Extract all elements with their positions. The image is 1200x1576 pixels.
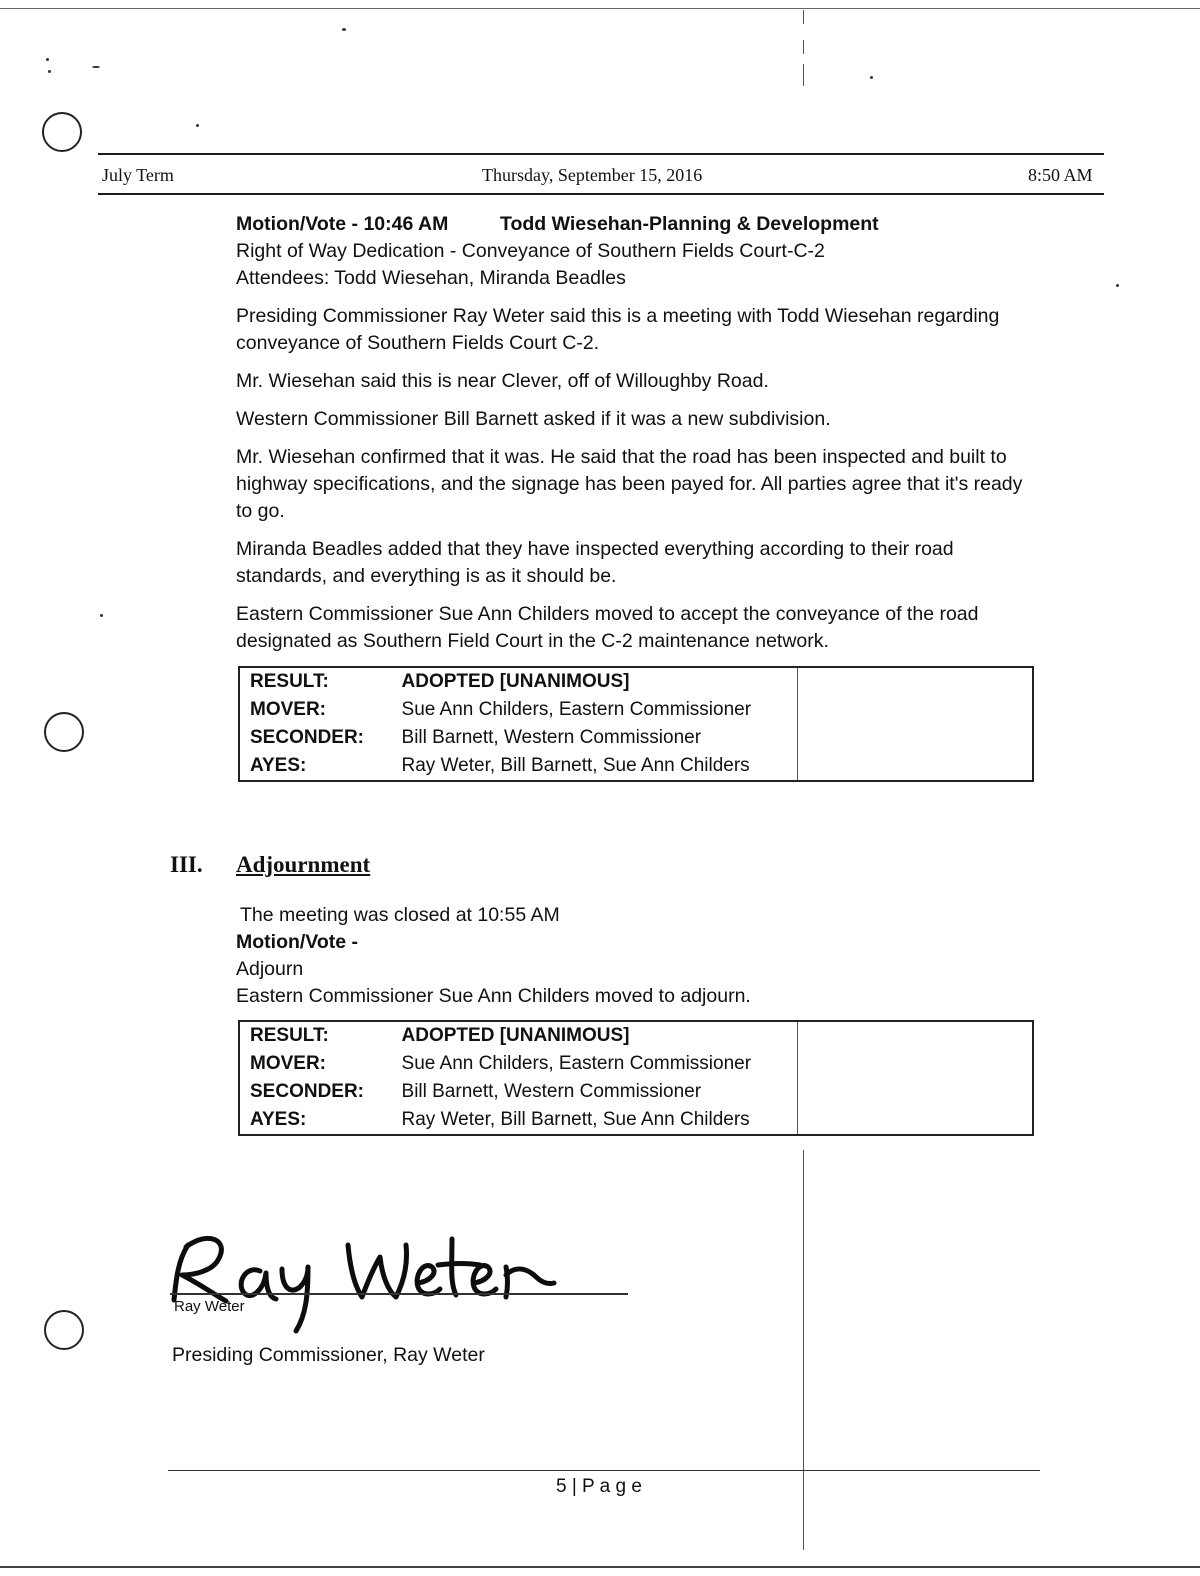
vote-label: AYES: (250, 755, 307, 776)
scan-speck (92, 66, 100, 68)
scan-crease (803, 10, 804, 24)
vote-blank-cell (797, 1021, 1033, 1135)
section-number: III. (170, 852, 203, 877)
motion-paragraph: Presiding Commissioner Ray Weter said this is a meeting with Todd Wiesehan regarding conveyance of Southern Fields Court C-2. (236, 305, 1000, 354)
signature-scribble-icon (168, 1205, 638, 1345)
vote-value: Sue Ann Childers, Eastern Commissioner (401, 1053, 752, 1074)
handwritten-signature (168, 1205, 638, 1345)
section-title: Adjournment (236, 852, 371, 877)
header-rule-bottom (98, 193, 1104, 195)
motion-paragraph: Mr. Wiesehan said this is near Clever, off of Willoughby Road. (236, 370, 769, 392)
motion-paragraph: Mr. Wiesehan confirmed that it was. He said that the road has been inspected and built to highway specifications, and the signage has been payed for. All parties agree that it's ready to go. (236, 446, 1023, 522)
vote-result-table (238, 666, 1034, 782)
scan-speck (100, 614, 103, 617)
vote-label: AYES: (250, 1109, 307, 1130)
header-term: July Term (102, 165, 174, 185)
binder-hole-icon (44, 1310, 84, 1350)
header-time: 8:50 AM (1028, 165, 1093, 185)
adjourn-motion-label: Motion/Vote - (236, 931, 359, 953)
scan-speck (46, 58, 49, 61)
signature-line (170, 1293, 628, 1295)
signature-printed-name: Ray Weter (174, 1298, 245, 1315)
vote-value: ADOPTED [UNANIMOUS] (401, 671, 630, 692)
binder-hole-icon (44, 712, 84, 752)
header-date: Thursday, September 15, 2016 (482, 165, 703, 185)
page-number: 5 | P a g e (556, 1476, 642, 1497)
vote-label: MOVER: (250, 699, 326, 720)
vote-label: SECONDER: (250, 1081, 365, 1102)
vote-row (239, 667, 1033, 696)
scan-speck (196, 124, 199, 127)
scan-bottom-edge (0, 1566, 1200, 1568)
footer-rule (168, 1470, 1040, 1471)
vote-result-table (238, 1020, 1034, 1136)
scan-speck (870, 76, 873, 79)
binder-hole-icon (42, 112, 82, 152)
motion-title-person: Todd Wiesehan-Planning & Development (500, 213, 879, 235)
header-rule-top (98, 153, 1104, 155)
scan-crease (803, 64, 804, 86)
vote-label: RESULT: (250, 671, 329, 692)
vote-label: MOVER: (250, 1053, 326, 1074)
vote-value: Bill Barnett, Western Commissioner (401, 727, 702, 748)
motion-paragraph: Miranda Beadles added that they have inspected everything according to their road standards, and everything is as it should be. (236, 538, 954, 587)
scan-crease (803, 40, 804, 54)
motion-paragraph: Eastern Commissioner Sue Ann Childers moved to accept the conveyance of the road designated as Southern Field Court in the C-2 maintenance network. (236, 603, 979, 652)
vote-value: ADOPTED [UNANIMOUS] (401, 1025, 630, 1046)
vote-label: RESULT: (250, 1025, 329, 1046)
vote-value: Sue Ann Childers, Eastern Commissioner (401, 699, 752, 720)
motion-attendees: Attendees: Todd Wiesehan, Miranda Beadles (236, 267, 626, 289)
vote-value: Bill Barnett, Western Commissioner (401, 1081, 702, 1102)
vote-value: Ray Weter, Bill Barnett, Sue Ann Childers (401, 1109, 750, 1130)
vote-value: Ray Weter, Bill Barnett, Sue Ann Childers (401, 755, 750, 776)
adjourn-motion-text: Eastern Commissioner Sue Ann Childers moved to adjourn. (236, 985, 751, 1007)
scan-speck (1116, 284, 1119, 287)
signature-title: Presiding Commissioner, Ray Weter (172, 1344, 485, 1366)
scan-crease (803, 1150, 804, 1550)
adjourn-motion-subject: Adjourn (236, 958, 304, 980)
motion-title-time: Motion/Vote - 10:46 AM (236, 213, 449, 235)
meeting-closed-text: The meeting was closed at 10:55 AM (240, 904, 560, 926)
scan-top-edge (0, 8, 1200, 9)
motion-subject: Right of Way Dedication - Conveyance of Southern Fields Court-C-2 (236, 240, 825, 262)
motion-paragraph: Western Commissioner Bill Barnett asked if it was a new subdivision. (236, 408, 831, 430)
vote-row (239, 1021, 1033, 1050)
vote-label: SECONDER: (250, 727, 365, 748)
scan-speck (48, 70, 51, 73)
vote-blank-cell (797, 667, 1033, 781)
scan-speck (342, 28, 346, 31)
